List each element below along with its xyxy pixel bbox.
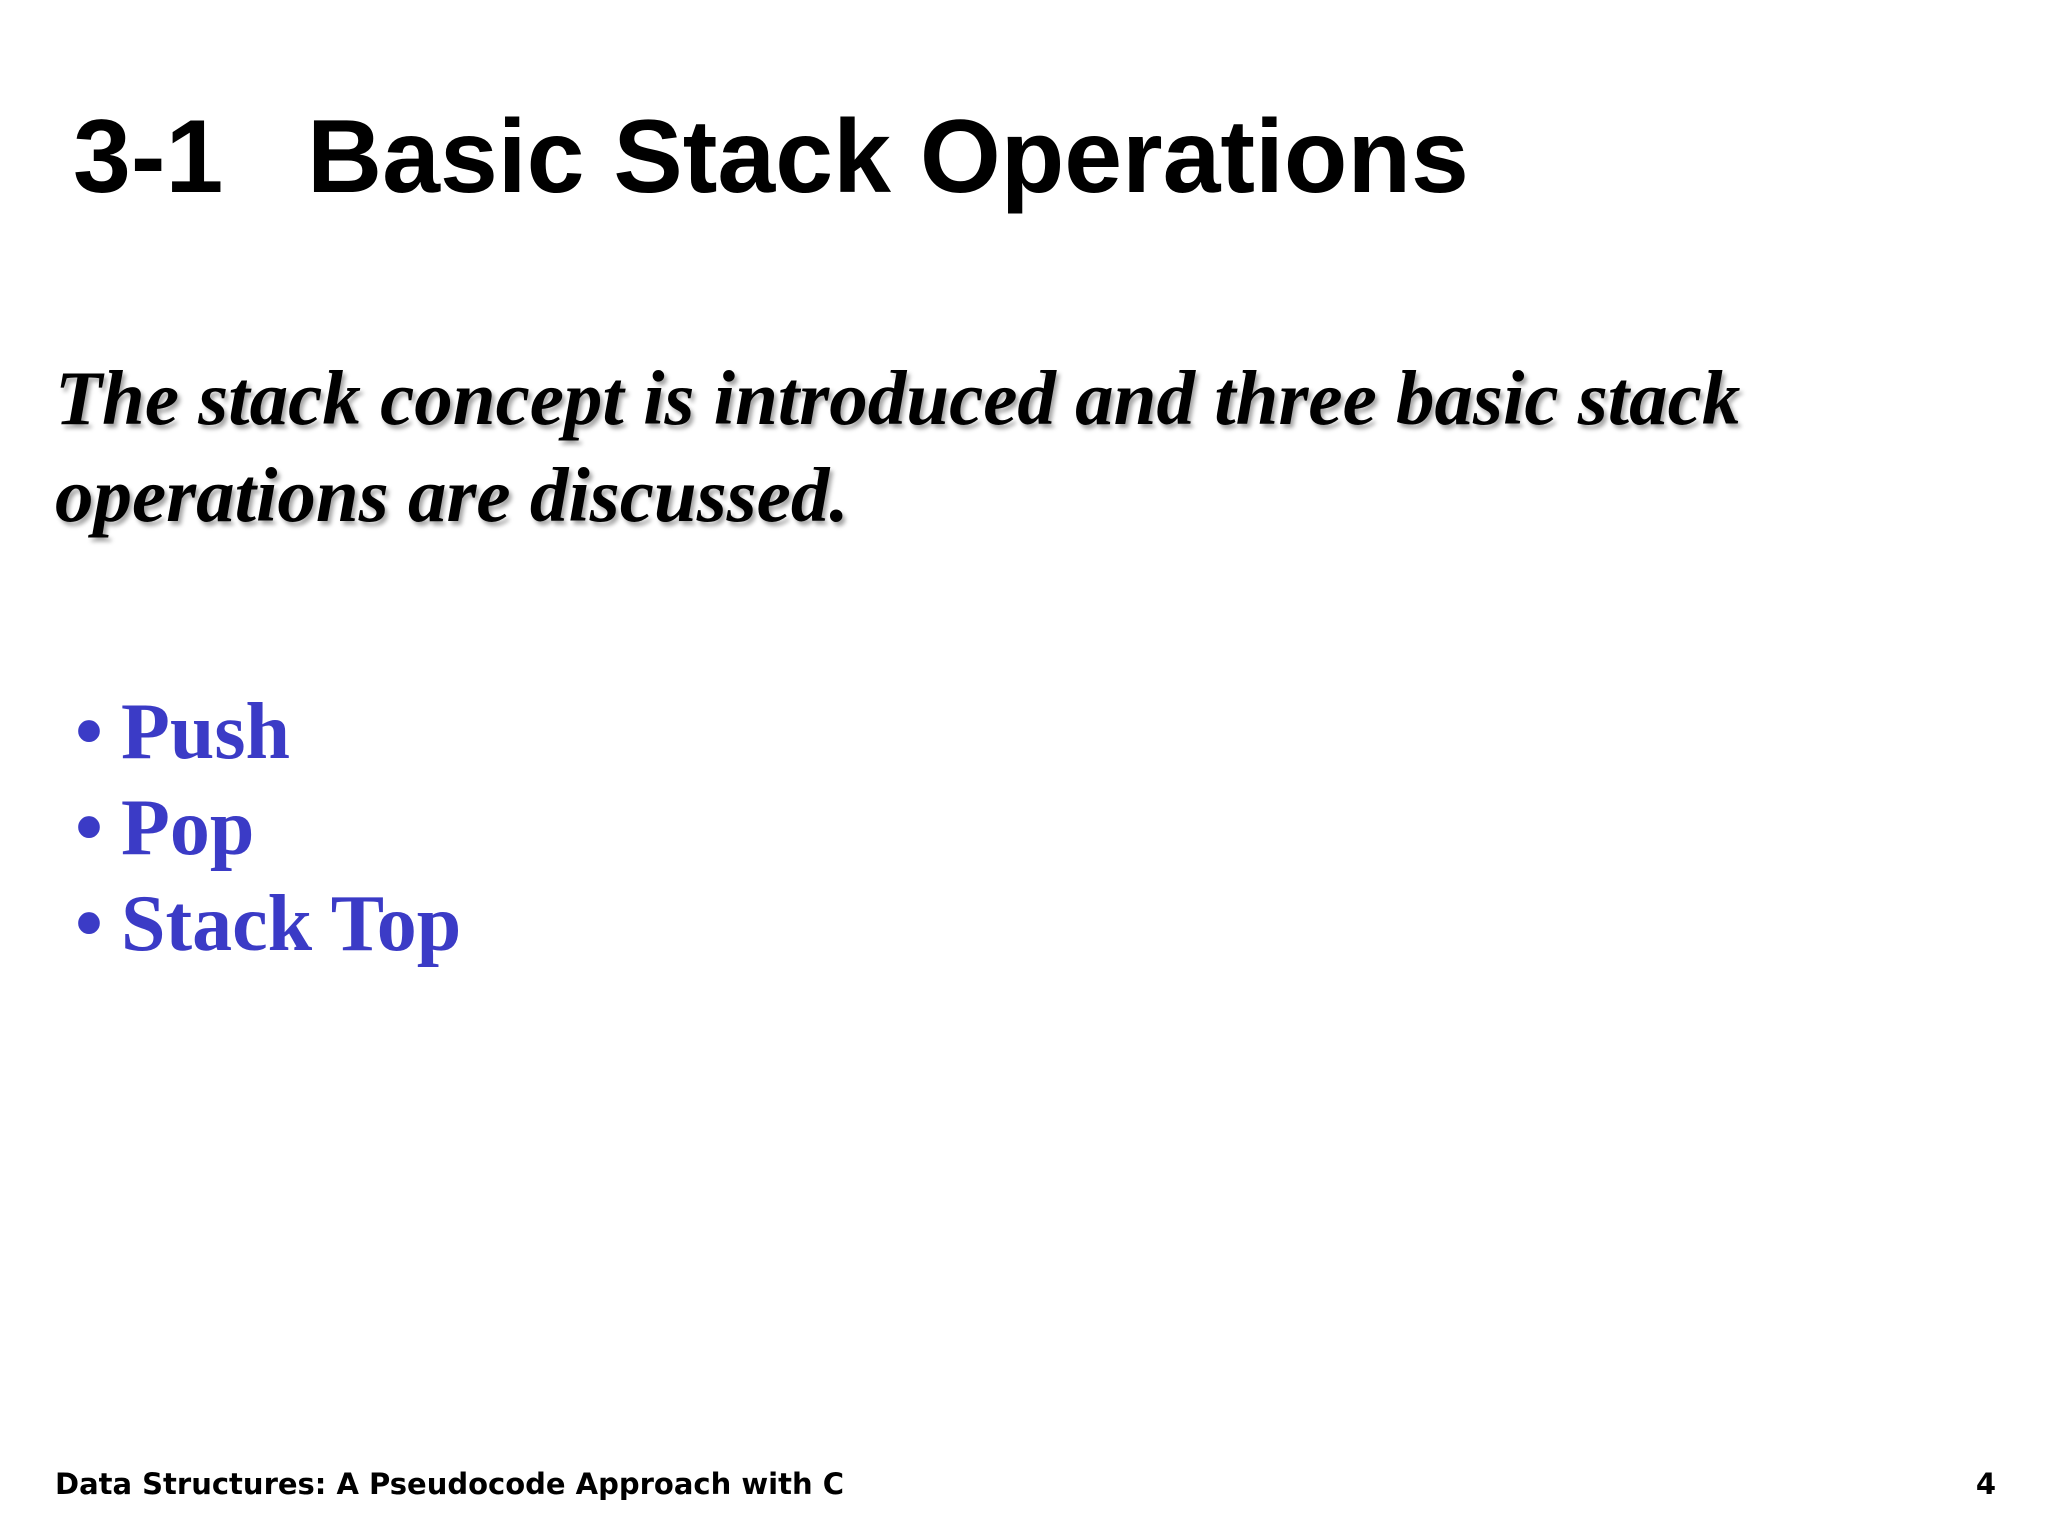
intro-text: The stack concept is introduced and three basic stack operations are discussed.	[55, 355, 1741, 538]
list-item-label: Push	[121, 688, 290, 776]
list-item-stack-top	[75, 876, 461, 972]
list-item-label: Pop	[121, 784, 255, 872]
bullet-icon: •	[75, 880, 104, 968]
bullet-icon: •	[75, 688, 104, 776]
list-item-pop	[75, 780, 461, 876]
section-number: 3-1	[73, 99, 224, 215]
footer-book-title: Data Structures: A Pseudocode Approach with C	[55, 1467, 844, 1501]
slide-title: Basic Stack Operations	[307, 99, 1469, 215]
list-item-push	[75, 684, 461, 780]
bullet-icon: •	[75, 784, 104, 872]
list-item-label: Stack Top	[121, 880, 462, 968]
footer-page-number: 4	[1975, 1467, 1996, 1501]
operations-list	[75, 684, 461, 972]
